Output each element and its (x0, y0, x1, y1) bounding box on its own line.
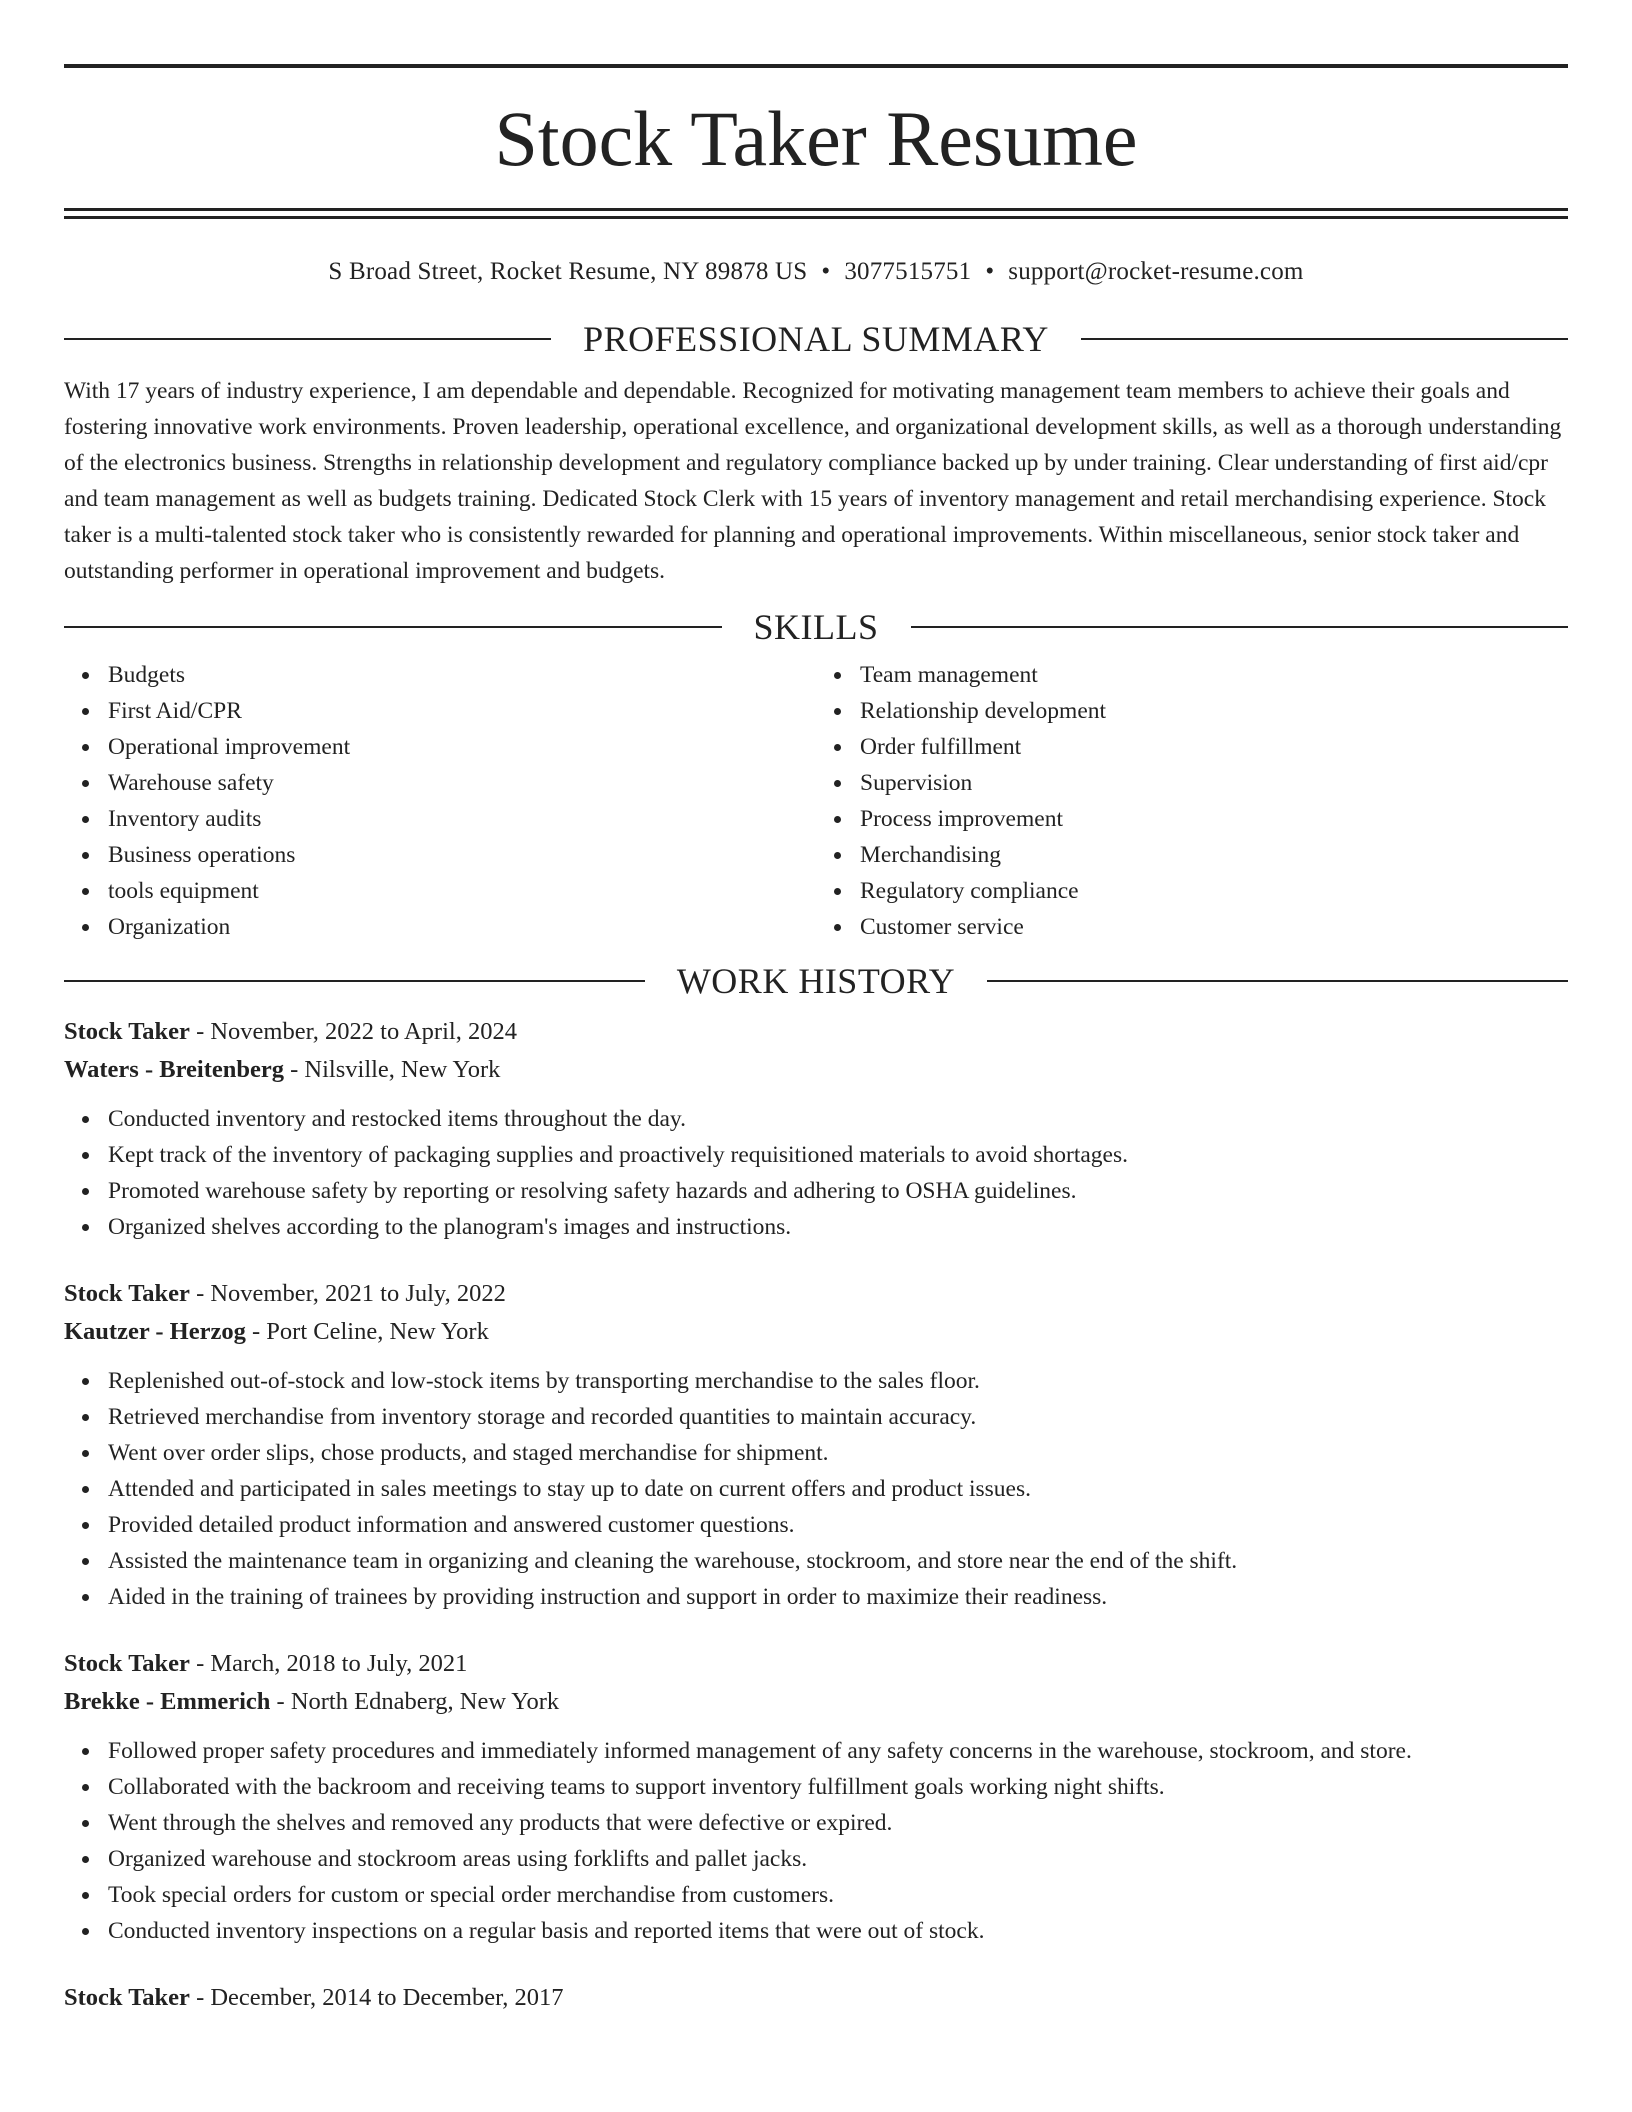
skill-item: Customer service (860, 909, 1568, 945)
job-dates: March, 2018 to July, 2021 (210, 1650, 468, 1677)
skill-item: Team management (860, 657, 1568, 693)
job-dates: November, 2021 to July, 2022 (210, 1280, 506, 1307)
job-title: Stock Taker (64, 1984, 190, 2011)
skill-item: Operational improvement (108, 729, 816, 765)
job-company-line: Brekke - Emmerich - North Ednaberg, New York (64, 1688, 560, 1715)
job-title-line: Stock Taker - March, 2018 to July, 2021 (64, 1650, 468, 1677)
skill-item: tools equipment (108, 873, 816, 909)
skill-item: Merchandising (860, 837, 1568, 873)
job-duty-item: Followed proper safety procedures and immediately informed management of any safety concerns in the warehouse, stockroom, and store. (108, 1733, 1568, 1769)
section-title-skills: SKILLS (753, 607, 879, 647)
skill-item: Regulatory compliance (860, 873, 1568, 909)
skill-item: Organization (108, 909, 816, 945)
work-history-list (64, 1013, 1568, 2017)
resume-title: Stock Taker Resume (494, 95, 1138, 182)
job-duty-item: Retrieved merchandise from inventory storage and recorded quantities to maintain accuracy. (108, 1399, 1568, 1435)
skill-item: Supervision (860, 765, 1568, 801)
job-company: Waters - Breitenberg (64, 1056, 284, 1083)
job-entry (64, 1275, 1568, 1615)
contact-separator: • (821, 258, 831, 285)
section-header-skills (64, 607, 1568, 647)
contact-line (64, 257, 1568, 287)
job-duty-item: Assisted the maintenance team in organizing and cleaning the warehouse, stockroom, and store near the end of the shift. (108, 1543, 1568, 1579)
job-title: Stock Taker (64, 1018, 190, 1045)
job-company: Brekke - Emmerich (64, 1688, 271, 1715)
title-double-rule (64, 208, 1568, 219)
job-duty-item: Went over order slips, chose products, and staged merchandise for shipment. (108, 1435, 1568, 1471)
job-duties-list (64, 1101, 1568, 1245)
skill-item: First Aid/CPR (108, 693, 816, 729)
skill-item: Relationship development (860, 693, 1568, 729)
job-location: North Ednaberg, New York (290, 1688, 560, 1715)
job-company: Kautzer - Herzog (64, 1318, 246, 1345)
skills-column-right (816, 657, 1568, 945)
job-duty-item: Took special orders for custom or special order merchandise from customers. (108, 1877, 1568, 1913)
job-title-line: Stock Taker - December, 2014 to December, 2017 (64, 1984, 564, 2011)
top-rule (64, 64, 1568, 68)
job-dates: November, 2022 to April, 2024 (210, 1018, 517, 1045)
job-location: Port Celine, New York (266, 1318, 489, 1345)
job-location: Nilsville, New York (304, 1056, 501, 1083)
job-duty-item: Organized warehouse and stockroom areas using forklifts and pallet jacks. (108, 1841, 1568, 1877)
job-company-line: Waters - Breitenberg - Nilsville, New York (64, 1056, 501, 1083)
skill-item: Order fulfillment (860, 729, 1568, 765)
job-title-line: Stock Taker - November, 2022 to April, 2024 (64, 1018, 517, 1045)
skill-item: Warehouse safety (108, 765, 816, 801)
skill-item: Process improvement (860, 801, 1568, 837)
job-duty-item: Kept track of the inventory of packaging supplies and proactively requisitioned materials to avoid shortages. (108, 1137, 1568, 1173)
job-duty-item: Organized shelves according to the planogram's images and instructions. (108, 1209, 1568, 1245)
job-duty-item: Collaborated with the backroom and receiving teams to support inventory fulfillment goals working night shifts. (108, 1769, 1568, 1805)
resume-page (64, 64, 1568, 2017)
contact-email: support@rocket-resume.com (1008, 258, 1304, 285)
skills-column-left (64, 657, 816, 945)
skill-item: Budgets (108, 657, 816, 693)
section-title-work-history: WORK HISTORY (676, 961, 956, 1001)
job-title: Stock Taker (64, 1280, 190, 1307)
skills-list (64, 657, 1568, 945)
section-header-work-history (64, 961, 1568, 1001)
job-duty-item: Conducted inventory inspections on a regular basis and reported items that were out of stock. (108, 1913, 1568, 1949)
job-entry (64, 1645, 1568, 1949)
job-duty-item: Attended and participated in sales meetings to stay up to date on current offers and product issues. (108, 1471, 1568, 1507)
summary-text: With 17 years of industry experience, I am dependable and dependable. Recognized for motivating management team members to achieve their goals and fostering innovative work environments. Proven leadership, operational excellence, and organizational development skills, as well as a thorough understanding of the electronics business. Strengths in relationship development and regulatory compliance backed up by under training. Clear understanding of first aid/cpr and team management as well as budgets training. Dedicated Stock Clerk with 15 years of inventory management and retail merchandising experience. Stock taker is a multi-talented stock taker who is consistently rewarded for planning and operational improvements. Within miscellaneous, senior stock taker and outstanding performer in operational improvement and budgets. (64, 378, 1562, 584)
job-duty-item: Replenished out-of-stock and low-stock items by transporting merchandise to the sales floor. (108, 1363, 1568, 1399)
job-dates: December, 2014 to December, 2017 (210, 1984, 564, 2011)
contact-address: S Broad Street, Rocket Resume, NY 89878 US (328, 258, 808, 285)
job-duty-item: Aided in the training of trainees by providing instruction and support in order to maximize their readiness. (108, 1579, 1568, 1615)
job-title-line: Stock Taker - November, 2021 to July, 2022 (64, 1280, 506, 1307)
job-duty-item: Promoted warehouse safety by reporting or resolving safety hazards and adhering to OSHA guidelines. (108, 1173, 1568, 1209)
section-header-summary (64, 319, 1568, 359)
section-title-summary: PROFESSIONAL SUMMARY (583, 319, 1049, 359)
job-duty-item: Went through the shelves and removed any products that were defective or expired. (108, 1805, 1568, 1841)
contact-separator: • (985, 258, 995, 285)
job-company-line: Kautzer - Herzog - Port Celine, New York (64, 1318, 489, 1345)
job-duty-item: Conducted inventory and restocked items throughout the day. (108, 1101, 1568, 1137)
job-title: Stock Taker (64, 1650, 190, 1677)
contact-phone: 3077515751 (844, 258, 972, 285)
skill-item: Business operations (108, 837, 816, 873)
job-entry (64, 1013, 1568, 1245)
job-duties-list (64, 1733, 1568, 1949)
skill-item: Inventory audits (108, 801, 816, 837)
job-entry (64, 1979, 1568, 2017)
job-duties-list (64, 1363, 1568, 1615)
job-duty-item: Provided detailed product information and answered customer questions. (108, 1507, 1568, 1543)
